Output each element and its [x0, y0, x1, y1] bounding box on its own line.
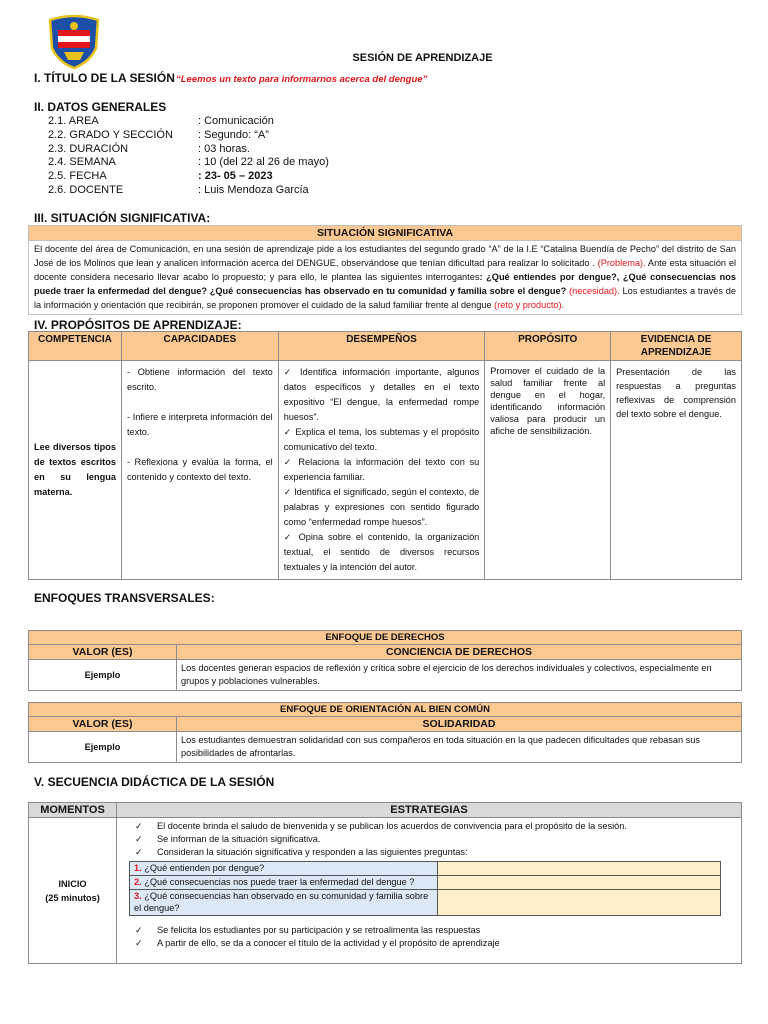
datos-row: 2.1. AREA : Comunicación	[48, 115, 274, 127]
ejemplo-label: Ejemplo	[29, 732, 177, 763]
list-item: ✓ Se informan de la situación significativa.	[135, 834, 321, 844]
col-header: COMPETENCIA	[29, 332, 122, 361]
desempenos-cell	[278, 361, 485, 580]
enfoque-title: ENFOQUE DE DERECHOS	[29, 631, 742, 645]
col-header: ESTRATEGIAS	[117, 803, 742, 818]
datos-row: 2.2. GRADO Y SECCIÓN : Segundo: “A”	[48, 128, 269, 141]
enfoque-derechos-table	[28, 630, 742, 691]
valor-label: VALOR (ES)	[29, 645, 177, 660]
col-header: DESEMPEÑOS	[278, 332, 485, 361]
check-icon: ✓	[135, 847, 143, 857]
datos-row: 2.4. SEMANA : 10 (del 22 al 26 de mayo)	[48, 156, 329, 169]
datos-row: 2.3. DURACIÓN : 03 horas.	[48, 142, 250, 155]
situacion-box-title: SITUACIÓN SIGNIFICATIVA	[29, 226, 741, 241]
list-item: ✓ Consideran la situación significativa y responden a las siguientes preguntas:	[135, 847, 468, 857]
datos-row: 2.6. DOCENTE : Luis Mendoza García	[48, 183, 309, 196]
section-title-label: I. TÍTULO DE LA SESIÓN	[34, 71, 175, 85]
momento-inicio: INICIO (25 minutos)	[29, 818, 117, 964]
col-header: MOMENTOS	[29, 803, 117, 818]
propositos-heading: IV. PROPÓSITOS DE APRENDIZAJE:	[34, 318, 242, 332]
propositos-table	[28, 331, 742, 580]
ejemplo-label: Ejemplo	[29, 660, 177, 691]
capacidad-item: - Obtiene información del texto escrito.	[126, 367, 273, 392]
desempeno-item: ✓ Relaciona la información del texto con su experiencia familiar.	[283, 457, 480, 482]
list-item: ✓ Se felicita los estudiantes por su participación y se retroalimenta las respuestas	[135, 925, 481, 935]
list-item: ✓ El docente brinda el saludo de bienvenida y se publican los acuerdos de convivencia para el propósito de la sesión.	[135, 821, 627, 831]
list-item: ✓ A partir de ello, se da a conocer el título de la actividad y el propósito de aprendizaje	[135, 938, 500, 948]
secuencia-heading: V. SECUENCIA DIDÁCTICA DE LA SESIÓN	[34, 775, 275, 789]
desempeno-item: ✓ Identifica información importante, algunos datos específicos y detalles en el texto expositivo “El dengue, la enfermedad rompe huesos”.	[283, 367, 480, 422]
datos-generales-heading: II. DATOS GENERALES	[34, 100, 167, 114]
check-icon: ✓	[135, 925, 143, 935]
enfoque-bien-comun-table	[28, 702, 742, 763]
question-cell: 2. ¿Qué consecuencias nos puede traer la enfermedad del dengue ?	[130, 876, 438, 890]
datos-row: 2.5. FECHA : 23- 05 – 2023	[48, 170, 273, 183]
document-title: SESIÓN DE APRENDIZAJE	[352, 52, 493, 64]
answer-cell	[438, 890, 721, 916]
ejemplo-text: Los docentes generan espacios de reflexión y crítica sobre el ejercicio de los derechos individuales y colectivos, especialmente en grupos y poblaciones vulnerables.	[177, 660, 742, 691]
situacion-box	[28, 225, 742, 315]
capacidad-item: - Reflexiona y evalúa la forma, el contenido y contexto del texto.	[126, 457, 273, 482]
col-header: PROPÓSITO	[485, 332, 611, 361]
proposito-cell: Promover el cuidado de la salud familiar frente al dengue en el hogar, identificando información valiosa para producir un afiche de sensibilización.	[485, 361, 611, 580]
question-cell: 3. ¿Qué consecuencias han observado en su comunidad y familia sobre el dengue?	[130, 890, 438, 916]
valor-label: VALOR (ES)	[29, 717, 177, 732]
enfoques-heading: ENFOQUES TRANSVERSALES:	[34, 591, 215, 605]
situacion-text: El docente del área de Comunicación, en una sesión de aprendizaje pide a los estudiantes del segundo grado “A” de la I.E “Catalina Buendía de Pecho” del distrito de San José de los Molinos que lean y analicen información acerca del DENGUE, observándose que tenían dificultad para realizar lo solicitado . (Problema). Ante esta situación el docente considera necesario llevar acabo lo propuesto; y para ello, le plantea las siguientes interrogantes: ¿Qué entiendes por dengue?, ¿Qué consecuencias nos puede traer la enfermedad del dengue? ¿Qué consecuencias has observado en tu comunidad y familia sobre el dengue? (necesidad). Los estudiantes a través de la información y orientación que recibirán, se proponen promover el cuidado de la salud familiar frente al dengue (reto y producto).	[34, 244, 737, 310]
desempeno-item: ✓ Opina sobre el contenido, la organización textual, el sentido de diversos recursos textuales y la intención del autor.	[283, 532, 480, 572]
estrategias-cell	[117, 818, 742, 964]
desempeno-item: ✓ Identifica el significado, según el contexto, de palabras y expresiones con sentido figurado como “enfermedad rompe huesos”.	[283, 487, 480, 527]
school-crest-logo	[44, 14, 104, 70]
evidencia-cell: Presentación de las respuestas a preguntas reflexivas de comprensión del texto sobre el dengue.	[611, 361, 742, 580]
datos-generales-list	[48, 115, 329, 198]
valor-value: CONCIENCIA DE DERECHOS	[177, 645, 742, 660]
questions-table	[129, 861, 721, 916]
competencia-cell: Lee diversos tipos de textos escritos en su lengua materna.	[29, 361, 122, 580]
valor-value: SOLIDARIDAD	[177, 717, 742, 732]
answer-cell	[438, 862, 721, 876]
check-icon: ✓	[135, 834, 143, 844]
capacidad-item: - Infiere e interpreta información del texto.	[126, 412, 273, 437]
session-title: “Leemos un texto para informarnos acerca del dengue”	[176, 74, 428, 85]
capacidades-cell	[121, 361, 278, 580]
enfoque-title: ENFOQUE DE ORIENTACIÓN AL BIEN COMÚN	[29, 703, 742, 717]
col-header: EVIDENCIA DE APRENDIZAJE	[611, 332, 742, 361]
ejemplo-text: Los estudiantes demuestran solidaridad con sus compañeros en toda situación en la que padecen dificultades que rebasan sus posibilidades de afrontarlas.	[177, 732, 742, 763]
desempeno-item: ✓ Explica el tema, los subtemas y el propósito comunicativo del texto.	[283, 427, 480, 452]
situacion-heading: III. SITUACIÓN SIGNIFICATIVA:	[34, 211, 211, 225]
check-icon: ✓	[135, 821, 143, 831]
secuencia-table	[28, 802, 742, 964]
col-header: CAPACIDADES	[121, 332, 278, 361]
check-icon: ✓	[135, 938, 143, 948]
question-cell: 1. ¿Qué entienden por dengue?	[130, 862, 438, 876]
answer-cell	[438, 876, 721, 890]
